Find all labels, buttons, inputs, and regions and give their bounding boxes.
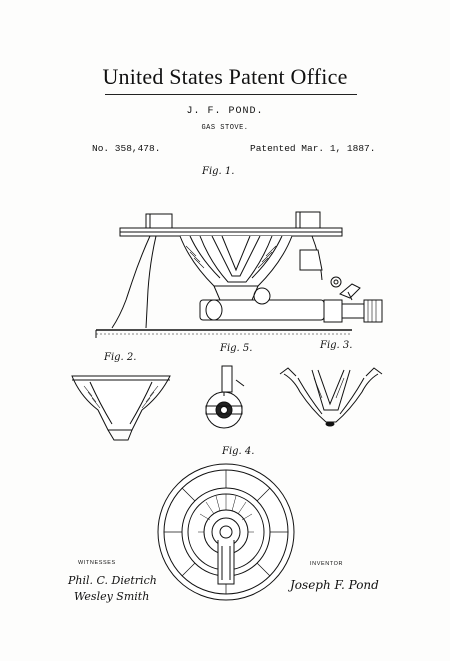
patent-office-title: United States Patent Office	[102, 64, 348, 89]
fig4-plan-drawing	[158, 464, 294, 600]
fig2-label: Fig. 2.	[104, 352, 137, 363]
witnesses-label: WITNESSES	[78, 560, 116, 566]
inventor-label: INVENTOR	[310, 561, 344, 567]
patent-number: No. 358,478.	[92, 143, 161, 154]
fig3-section-drawing	[280, 368, 382, 426]
fig4-label: Fig. 4.	[222, 446, 255, 457]
fig1-stove-drawing	[96, 212, 382, 338]
patent-date: Patented Mar. 1, 1887.	[250, 143, 376, 154]
invention-title: GAS STOVE.	[201, 124, 249, 132]
fig1-label: Fig. 1.	[202, 166, 235, 177]
witness-signature-2: Wesley Smith	[74, 590, 150, 603]
witness-signature-1: Phil. C. Dietrich	[68, 574, 157, 587]
fig5-burner-drawing	[206, 366, 244, 428]
fig5-label: Fig. 5.	[220, 343, 253, 354]
fig2-bowl-drawing	[72, 376, 170, 440]
inventor-signature: Joseph F. Pond	[290, 578, 379, 592]
inventor-name: J. F. POND.	[186, 106, 264, 117]
fig3-label: Fig. 3.	[320, 340, 353, 351]
